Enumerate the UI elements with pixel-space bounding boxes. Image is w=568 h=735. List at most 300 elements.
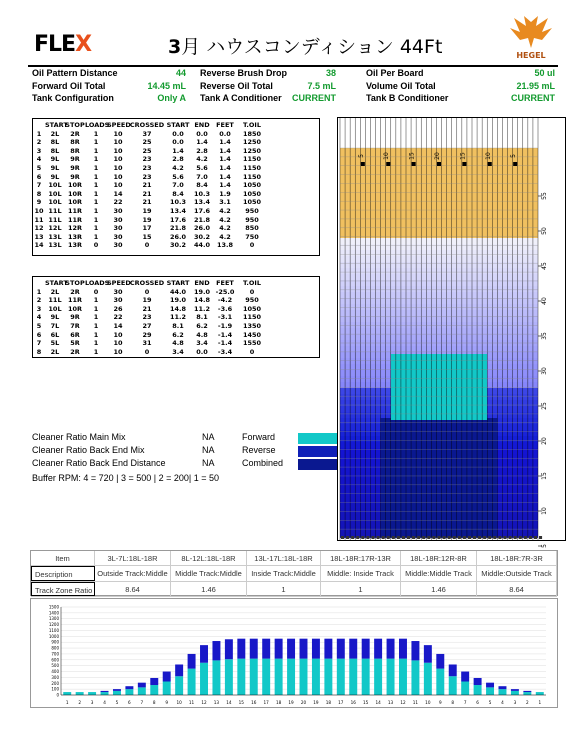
table-cell: 2 [36, 296, 42, 305]
table-cell: 10 [113, 138, 123, 147]
table-row [33, 322, 319, 331]
table-cell: 1 [93, 321, 99, 330]
table-cell: 19 [142, 206, 152, 215]
reverse-bar [200, 645, 208, 663]
table-cell: 1 [93, 163, 99, 172]
table-cell: 1.4 [219, 146, 231, 155]
table-cell: -1.4 [217, 339, 233, 348]
x-tick-label: 18 [275, 700, 282, 705]
table-cell: 1 [93, 155, 99, 164]
reverse-bar [474, 678, 482, 685]
table-row [33, 138, 319, 147]
board-label: 15 [459, 152, 467, 160]
table-cell: 9R [70, 155, 80, 164]
table-cell: 0.0 [196, 347, 208, 356]
lane-bottom-mark [361, 536, 364, 539]
forward-bar [300, 659, 308, 695]
table-cell: 0 [249, 347, 255, 356]
table-row [33, 241, 319, 250]
gradient-band [340, 322, 538, 328]
table-row [33, 296, 319, 305]
lane-bottom-mark [448, 536, 451, 539]
table-cell: 1550 [242, 339, 262, 348]
table-row [33, 216, 319, 225]
reverse-bar [486, 683, 494, 688]
y-tick-label: 200 [51, 680, 59, 686]
header-cell: CROSSED [129, 121, 165, 129]
table-cell: 22 [113, 313, 123, 322]
table-row [33, 190, 319, 199]
forward-bar [411, 660, 419, 695]
table-cell: 1 [93, 172, 99, 181]
forward-bar [101, 692, 109, 695]
board-label: 10 [383, 152, 391, 160]
table-cell: 19.0 [169, 296, 187, 305]
header-cell: START [45, 121, 68, 129]
table-cell: 27 [142, 321, 152, 330]
forward-bar [150, 685, 158, 695]
table-cell: 10R [67, 304, 83, 313]
cleaner-label: Cleaner Ratio Back End Mix [32, 445, 145, 455]
table-cell: 3.1 [219, 198, 231, 207]
reverse-bar [461, 672, 469, 682]
x-tick-label: 5 [488, 700, 492, 705]
table-cell: 2R [70, 347, 80, 356]
table-cell: 5 [36, 163, 42, 172]
table-cell: 30.2 [193, 232, 211, 241]
table-cell: 1350 [242, 321, 262, 330]
x-tick-label: 5 [115, 700, 119, 705]
table-cell: 1 [93, 206, 99, 215]
header-cell: END [194, 279, 210, 287]
arrow-marker [437, 162, 441, 166]
x-tick-label: 14 [226, 700, 232, 705]
forward-bar [498, 689, 506, 695]
table-cell: 29 [142, 330, 152, 339]
x-tick-label: 3 [513, 700, 517, 705]
lane-bottom-mark [356, 536, 359, 539]
table-cell: 2L [50, 347, 60, 356]
x-tick-label: 8 [451, 700, 455, 705]
table-cell: 23 [142, 163, 152, 172]
x-tick-label: 7 [463, 700, 467, 705]
forward-bar [200, 663, 208, 695]
table-row [33, 339, 319, 348]
forward-bar [63, 692, 71, 695]
table-cell: 1 [93, 313, 99, 322]
table-cell: 26.0 [193, 224, 211, 233]
lane-bottom-mark [346, 536, 349, 539]
reverse-table [32, 276, 320, 358]
reverse-bar [362, 639, 370, 659]
lane-bottom-mark [437, 536, 440, 539]
lane-bottom-mark [422, 536, 425, 539]
gradient-band [340, 262, 538, 268]
foot-label: 35 [541, 332, 548, 340]
table-row [33, 348, 319, 357]
table-cell: 1450 [242, 330, 262, 339]
table-cell: 3 [36, 146, 42, 155]
table-cell: 1850 [242, 129, 262, 138]
header-cell: STOP [65, 279, 85, 287]
reverse-bar [449, 664, 457, 676]
spec-label: Reverse Brush Drop [200, 68, 288, 78]
table-cell: 4.2 [219, 215, 231, 224]
forward-zone [391, 354, 487, 420]
table-cell: 0 [144, 347, 150, 356]
table-cell: 17.6 [193, 206, 211, 215]
lane-bottom-mark [503, 536, 506, 539]
forward-bar [237, 659, 245, 695]
spec-value: 38 [325, 68, 336, 78]
table-cell: 0 [249, 241, 255, 250]
arrow-marker [361, 162, 365, 166]
hegel-eagle-logo [506, 14, 556, 64]
x-tick-label: 9 [438, 700, 442, 705]
table-row [33, 305, 319, 314]
forward-bar [113, 691, 121, 695]
forward-bar [449, 676, 457, 695]
reverse-bar [337, 639, 345, 659]
zone-cell: Track Zone Ratio [31, 582, 95, 596]
reverse-bar [287, 639, 295, 659]
table-cell: 2R [70, 287, 80, 296]
forward-bar [212, 660, 220, 695]
table-cell: 4.2 [172, 163, 184, 172]
x-tick-label: 16 [350, 700, 356, 705]
legend-label: Reverse [242, 445, 276, 455]
track-zone-table [30, 550, 558, 596]
lane-bottom-mark [473, 536, 476, 539]
table-cell: 1 [93, 330, 99, 339]
table-cell: 6 [36, 172, 42, 181]
forward-bar [511, 691, 519, 695]
header-cell: FEET [216, 279, 234, 287]
table-cell: 26 [113, 304, 123, 313]
table-cell: 11.2 [169, 313, 187, 322]
board-label: 10 [484, 152, 492, 160]
spec-value: 44 [175, 68, 186, 78]
spec-label: Volume Oil Total [366, 80, 436, 91]
cleaner-panel [32, 432, 322, 492]
table-cell: 13.4 [169, 206, 187, 215]
table-cell: 23 [142, 172, 152, 181]
header-cell: SPEED [107, 279, 131, 287]
forward-bar [536, 692, 544, 695]
table-cell: 21 [142, 181, 152, 190]
gradient-band [340, 256, 538, 262]
arrow-marker [513, 162, 517, 166]
zone-cell: 1.46 [171, 582, 247, 596]
lane-bottom-mark [402, 536, 405, 539]
zone-cell: Middle:Outside Track [477, 566, 557, 580]
lane-bottom-mark [387, 536, 390, 539]
zone-cell: 18L-18R:17R-13R [321, 551, 401, 565]
table-cell: 1.4 [219, 163, 231, 172]
table-cell: 4.2 [196, 155, 208, 164]
table-cell: 1050 [242, 198, 262, 207]
spec-label: Tank A Conditioner [200, 93, 282, 103]
lane-bottom-mark [392, 536, 395, 539]
table-cell: 9L [50, 172, 60, 181]
zone-cell: 1 [321, 582, 401, 596]
header-cell: FEET [216, 121, 234, 129]
y-tick-label: 500 [51, 663, 59, 669]
table-cell: 30 [113, 215, 123, 224]
foot-label: 15 [541, 472, 548, 480]
table-cell: 10 [113, 163, 123, 172]
table-cell: 25 [142, 138, 152, 147]
table-cell: 11 [34, 215, 44, 224]
table-cell: 23 [142, 155, 152, 164]
reverse-bar [424, 645, 432, 663]
x-tick-label: 7 [140, 700, 144, 705]
table-cell: 21.8 [169, 224, 187, 233]
reverse-bar [188, 654, 196, 669]
y-tick-label: 800 [51, 645, 59, 651]
table-cell: 21 [142, 189, 152, 198]
header-cell: CROSSED [129, 279, 165, 287]
board-label: 15 [408, 152, 416, 160]
table-cell: 30 [113, 206, 123, 215]
table-cell: 1 [93, 232, 99, 241]
table-cell: 37 [142, 129, 152, 138]
reverse-bar [225, 639, 233, 659]
table-cell: 0 [93, 241, 99, 250]
header [0, 0, 568, 64]
gradient-band [340, 250, 538, 256]
table-cell: 12 [34, 224, 44, 233]
table-cell: -3.4 [217, 347, 233, 356]
reverse-bar [511, 689, 519, 691]
x-tick-label: 15 [238, 700, 244, 705]
lane-bottom-mark [509, 536, 512, 539]
table-cell: 30 [113, 287, 123, 296]
x-tick-label: 16 [251, 700, 257, 705]
gradient-band [340, 328, 538, 334]
table-cell: 10 [113, 330, 123, 339]
spec-row [28, 92, 558, 105]
board-label: 5 [357, 154, 365, 158]
table-cell: 1250 [242, 138, 262, 147]
buffer-rpm: Buffer RPM: 4 = 720 | 3 = 500 | 2 = 200| 1 = 50 [32, 473, 219, 483]
lane-bottom-mark [397, 536, 400, 539]
cleaner-value: NA [202, 432, 215, 442]
forward-bar [138, 687, 146, 695]
specs-panel [28, 65, 558, 105]
reverse-bar [411, 641, 419, 660]
table-cell: 1.4 [172, 146, 184, 155]
zone-cell: 1.46 [401, 582, 477, 596]
zone-cell: 18L-18R:7R-3R [477, 551, 557, 565]
table-cell: 13R [67, 232, 83, 241]
zone-cell: Inside Track:Middle [247, 566, 321, 580]
table-cell: 2.8 [172, 155, 184, 164]
gradient-band [340, 310, 538, 316]
y-tick-label: 1400 [48, 610, 59, 616]
spec-label: Forward Oil Total [32, 80, 106, 91]
arrow-marker [462, 162, 466, 166]
lane-bottom-mark [493, 536, 496, 539]
forward-bar [337, 659, 345, 695]
gradient-band [340, 268, 538, 274]
forward-bar [486, 687, 494, 695]
table-cell: 4.2 [219, 206, 231, 215]
table-cell: 8.1 [196, 313, 208, 322]
x-tick-label: 1 [65, 700, 69, 705]
foot-label: 55 [541, 192, 548, 200]
table-cell: 13R [67, 241, 83, 250]
zone-cell: Middle Track:Middle [171, 566, 247, 580]
x-tick-label: 20 [300, 700, 307, 705]
table-cell: 19 [142, 296, 152, 305]
x-tick-label: 13 [387, 700, 394, 705]
forward-table [32, 118, 320, 256]
x-tick-label: 15 [363, 700, 369, 705]
zone-cell: 8.64 [95, 582, 171, 596]
table-row [33, 130, 319, 139]
lane-bottom-mark [468, 536, 471, 539]
reverse-bar [113, 689, 121, 691]
gradient-band [340, 304, 538, 310]
table-cell: 15 [142, 232, 152, 241]
table-cell: 8L [50, 138, 60, 147]
y-tick-label: 0 [56, 692, 59, 698]
table-cell: -1.4 [217, 330, 233, 339]
y-tick-label: 400 [51, 669, 59, 675]
lane-bottom-mark [412, 536, 415, 539]
table-row [33, 207, 319, 216]
table-row [33, 147, 319, 156]
reverse-bar [436, 654, 444, 669]
table-cell: 6 [36, 330, 42, 339]
forward-bar [76, 692, 84, 695]
reverse-bar [374, 639, 382, 659]
table-cell: 1 [93, 347, 99, 356]
x-tick-label: 4 [103, 700, 106, 705]
zone-cell: Outside Track:Middle [95, 566, 171, 580]
svg-text:HEGEL: HEGEL [516, 51, 546, 60]
forward-bar [125, 689, 133, 695]
table-cell: 1 [93, 339, 99, 348]
foot-label: 5 [541, 544, 548, 548]
legend-swatch [298, 459, 338, 470]
table-cell: 10R [67, 198, 83, 207]
x-tick-label: 19 [313, 700, 319, 705]
table-row [33, 233, 319, 242]
lane-bottom-mark [371, 536, 374, 539]
table-cell: -3.1 [217, 313, 233, 322]
table-cell: 5.6 [196, 163, 208, 172]
table-cell: -1.9 [217, 321, 233, 330]
table-cell: 21.8 [193, 215, 211, 224]
foot-label: 10 [541, 507, 548, 515]
table-cell: 2.8 [196, 146, 208, 155]
reverse-bar [262, 639, 270, 659]
y-tick-label: 1300 [48, 616, 59, 622]
reverse-bar [349, 639, 357, 659]
reverse-bar [138, 683, 146, 688]
x-tick-label: 17 [263, 700, 269, 705]
header-cell: T.OIL [242, 121, 261, 129]
header-cell: START [166, 279, 190, 287]
y-tick-label: 300 [51, 674, 59, 680]
table-cell: 9 [36, 198, 42, 207]
table-cell: 0 [93, 287, 99, 296]
x-tick-label: 6 [476, 700, 479, 705]
table-cell: 1.4 [196, 138, 208, 147]
reverse-bar [275, 639, 283, 659]
table-cell: 1 [93, 224, 99, 233]
spec-label: Oil Per Board [366, 68, 424, 78]
cleaner-value: NA [202, 445, 215, 455]
forward-bar [188, 669, 196, 695]
zone-row [31, 582, 557, 597]
reverse-bar [237, 639, 245, 659]
table-cell: 10 [113, 339, 123, 348]
table-cell: 1 [93, 296, 99, 305]
y-tick-label: 1100 [48, 627, 59, 633]
cleaner-label: Cleaner Ratio Main Mix [32, 432, 126, 442]
legend-swatch [298, 446, 338, 457]
table-cell: 13L [48, 241, 62, 250]
table-cell: 3.4 [172, 347, 184, 356]
table-cell: 21 [142, 304, 152, 313]
table-cell: 14.8 [169, 304, 187, 313]
table-cell: 7R [70, 321, 80, 330]
table-cell: 10 [113, 172, 123, 181]
header-cell [33, 121, 45, 130]
table-cell: 950 [245, 296, 259, 305]
table-cell: 14 [113, 321, 123, 330]
table-cell: 14.8 [193, 296, 211, 305]
forward-bar [461, 682, 469, 695]
table-cell: 23 [142, 313, 152, 322]
spec-row [28, 67, 558, 80]
lane-bottom-mark [443, 536, 446, 539]
table-cell: 1150 [242, 155, 262, 164]
page-title: 3月 ハウスコンディション 44Ft [168, 36, 443, 58]
reverse-bar [324, 639, 332, 659]
table-cell: 17 [142, 224, 152, 233]
legend-label: Forward [242, 432, 276, 442]
spec-value: CURRENT [511, 93, 555, 103]
table-cell: 8 [36, 189, 42, 198]
table-cell: 10 [113, 146, 123, 155]
zone-cell: Item [31, 551, 95, 565]
cleaner-value: NA [202, 458, 215, 468]
combined-zone [381, 418, 498, 538]
table-cell: 1.4 [219, 155, 231, 164]
lane-bottom-mark [524, 536, 527, 539]
reverse-bar [175, 664, 183, 676]
table-cell: 1150 [242, 163, 262, 172]
spec-value: CURRENT [292, 93, 336, 103]
table-cell: 9R [70, 313, 80, 322]
table-cell: 19.0 [193, 287, 211, 296]
table-cell: 13.8 [216, 241, 234, 250]
x-tick-label: 12 [201, 700, 207, 705]
lane-bottom-mark [478, 536, 481, 539]
table-cell: 10 [113, 181, 123, 190]
header-cell: START [166, 121, 190, 129]
table-cell: 30.2 [169, 241, 187, 250]
table-cell: 11R [67, 206, 83, 215]
table-cell: 1050 [242, 181, 262, 190]
table-cell: 11L [48, 215, 62, 224]
lane-bottom-mark [417, 536, 420, 539]
arrow-marker [386, 162, 390, 166]
